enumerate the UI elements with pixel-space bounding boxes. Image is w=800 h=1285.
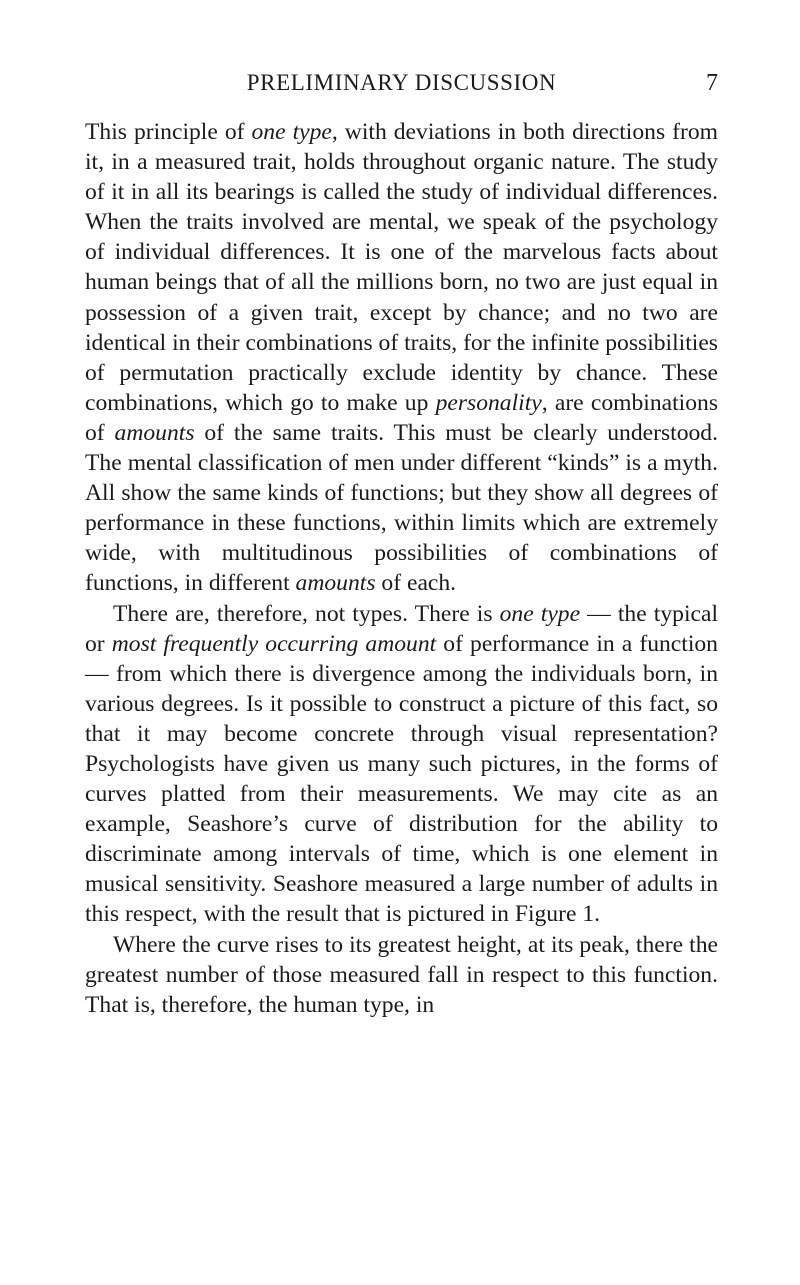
text-run: of the same traits. This must be clearly understood. The mental classification of men under different “kinds” is a myth. All show the same kinds of functions; but they show all degrees of performance in these functions, within limits which are extremely wide, with multitudinous possibilities of combinations of functions, in different xyxy=(85,419,718,597)
paragraph-3 xyxy=(85,930,718,1020)
emphasis-one-type: one type xyxy=(251,119,332,145)
text-run: There are, therefore, not types. There is xyxy=(113,600,500,627)
running-head xyxy=(85,68,718,98)
page-number: 7 xyxy=(706,70,718,96)
text-run: of performance in a function — from which there is divergence among the individuals born, in various degrees. Is it possible to construct a picture of this fact, so that it may become concrete through visual representation? Psychologists have given us many such pictures, in the forms of curves platted from their measurements. We may cite as an example, Seashore’s curve of distribution for the ability to discriminate among intervals of time, which is one element in musical sensitivity. Seashore measured a large number of adults in this respect, with the result that is pictured in Figure 1. xyxy=(85,630,718,928)
emphasis-personality: personality xyxy=(435,389,542,416)
emphasis-one-type: one type xyxy=(499,600,581,627)
text-run: — the typical or xyxy=(85,600,718,657)
emphasis-amounts: amounts xyxy=(114,419,195,446)
text-run: , are combinations of xyxy=(85,389,718,446)
text-run: , with deviations in both directions from it, in a measured trait, holds throughout organic nature. The study of it in all its bearings is called the study of individual differences. When the traits involved are mental, we speak of the psychology of individual differences. It is one of the marvelous facts about human beings that of all the millions born, no two are just equal in possession of a given trait, except by chance; and no two are identical in their combinations of traits, for the infinite possibilities of permutation practically exclude identity by chance. These combinations, which go to make up xyxy=(85,119,718,416)
text-run: Where the curve rises to its greatest height, at its peak, there the greatest number of those measured fall in respect to this function. That is, therefore, the human type, in xyxy=(85,931,718,1018)
text-run: of each. xyxy=(375,570,457,597)
paragraph-2 xyxy=(85,599,718,930)
paragraph-1 xyxy=(85,117,718,599)
body-text xyxy=(85,117,718,1020)
text-run: This principle of xyxy=(85,119,252,145)
emphasis-amounts: amounts xyxy=(295,570,376,597)
emphasis-most-frequently-occurring-amount: most frequently occurring amount xyxy=(111,630,437,657)
running-title: PRELIMINARY DISCUSSION xyxy=(246,70,557,95)
